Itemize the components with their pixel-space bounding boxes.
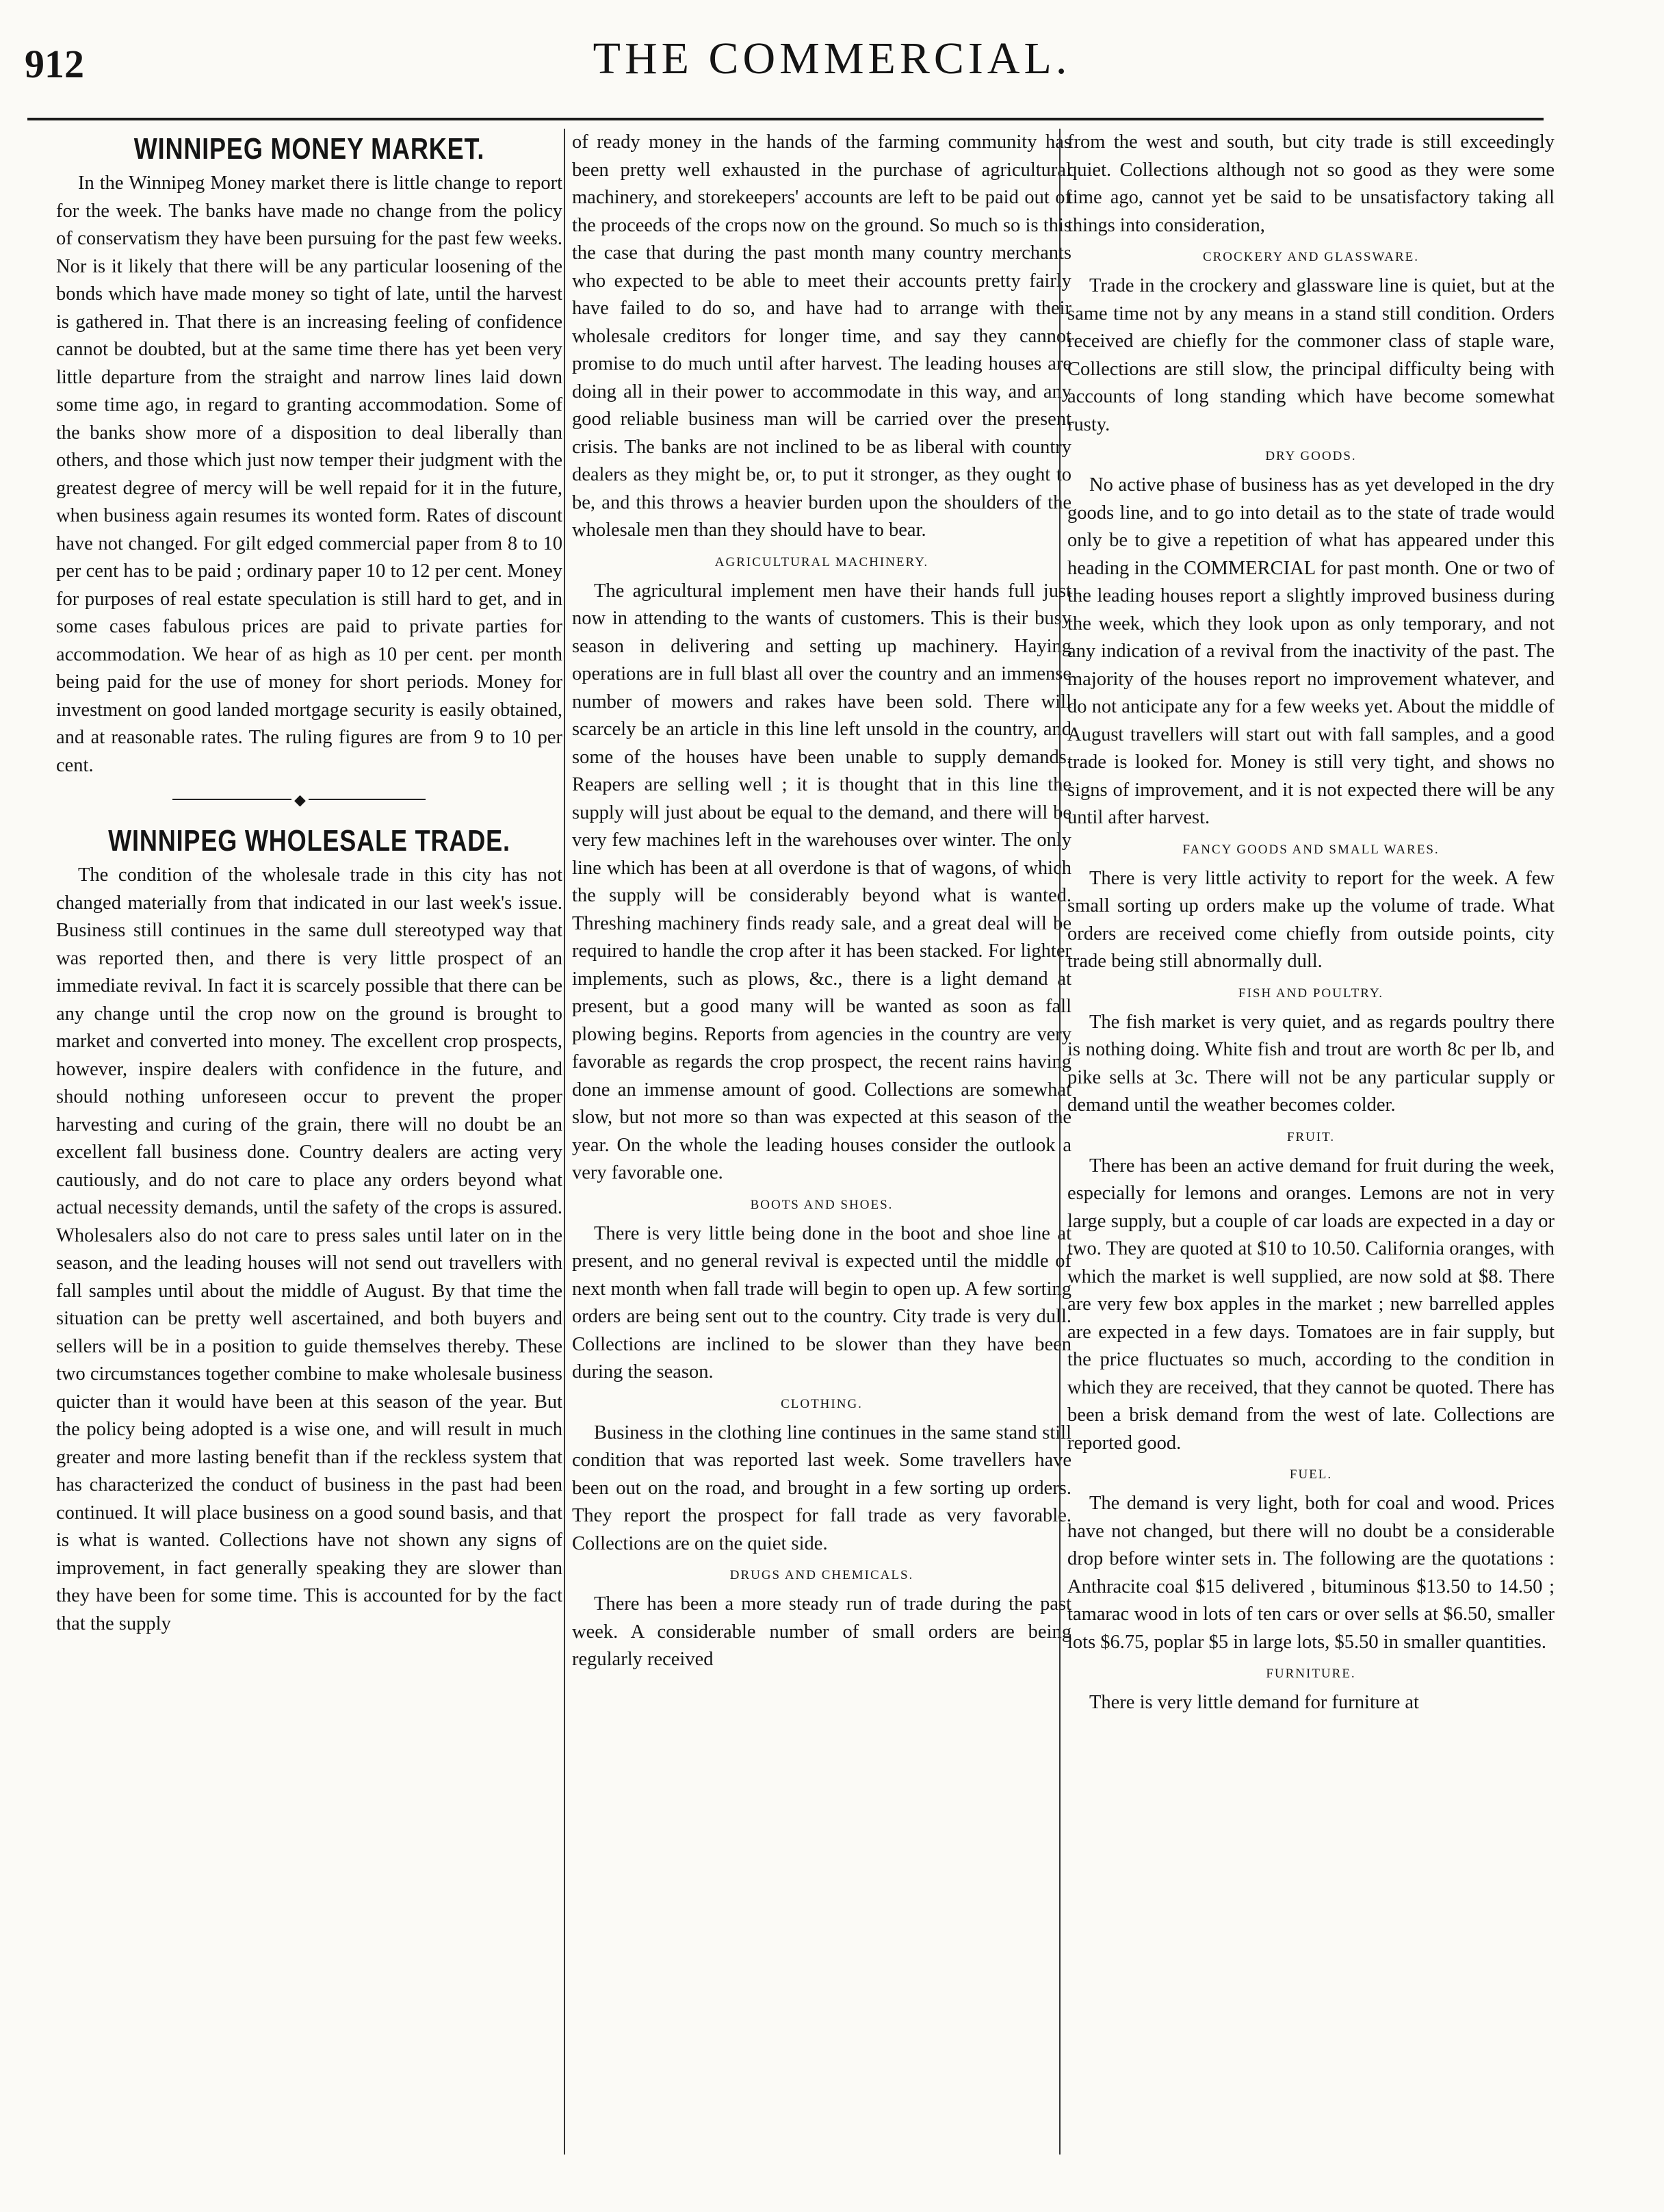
clothing-heading: CLOTHING.	[781, 1396, 863, 1411]
column-1	[56, 129, 562, 2172]
fuel-heading: FUEL.	[1289, 1467, 1333, 1482]
masthead	[0, 0, 1664, 120]
column-2	[564, 129, 1071, 2155]
crockery-heading: CROCKERY AND GLASSWARE.	[1202, 250, 1420, 264]
publication-title: THE COMMERCIAL.	[593, 34, 1071, 83]
boots-and-shoes-heading: BOOTS AND SHOES.	[750, 1197, 894, 1212]
header-rule	[27, 118, 1544, 120]
fruit-heading: FRUIT.	[1286, 1129, 1336, 1144]
clothing-text: Business in the clothing line continues in the same stand still condition that was reported last week. Some travellers have been out on the road, and brought in a few sorting up orders. They report the prospect for fall trade as very favorable. Collections are on the quiet side.	[572, 1422, 1071, 1554]
page-number: 912	[25, 42, 84, 86]
dry-goods-heading: DRY GOODS.	[1265, 449, 1357, 463]
fuel-text: The demand is very light, both for coal and wood. Prices have not changed, but there will no doubt be a considerable drop before winter sets in. The following are the quotations : Anthracite coal $15 delivered , bituminous $13.50 to 14.50 ; tamarac wood in lots of ten cars or over sells at $6.50, smaller lots $6.75, poplar $5 in large lots, $5.50 in smaller quantities.	[1067, 1493, 1555, 1653]
fancy-goods-heading: FANCY GOODS AND SMALL WARES.	[1182, 842, 1440, 857]
wholesale-trade-intro-continued: of ready money in the hands of the farming community has been pretty well exhausted in the purchase of agricultural machinery, and storekeepers' accounts are left to be paid out of the proceeds of the crops now on the ground. So much so is this the case that during the past month many country merchants who expected to be able to meet their accounts pretty fairly have failed to do so, and have had to arrange with their wholesale creditors for longer time, and say they cannot promise to do much until after harvest. The leading houses are doing all in their power to accommodate in this way, and any good reliable business man will be carried over the present crisis. The banks are not inclined to be as liberal with country dealers as they might be, or, to put it stronger, as they ought to be, and this throws a heavier burden upon the shoulders of the wholesale men than they should have to bear.	[572, 131, 1071, 541]
article-separator: ◆	[56, 780, 562, 821]
column-3	[1059, 129, 1555, 2155]
drugs-and-chemicals-text: There has been a more steady run of trade during the past week. A considerable number of small orders are being regularly received	[572, 1593, 1071, 1670]
fish-and-poultry-heading: FISH AND POULTRY.	[1238, 986, 1383, 1001]
agricultural-machinery-text: The agricultural implement men have their hands full just now in attending to the wants of customers. This is their busy season in delivering and setting up machinery. Haying operations are in full blast all over the country and an immense number of mowers and rakes have been sold. There will scarcely be an article in this line left unsold in the country, and some of the houses have been unable to supply demands. Reapers are selling well ; it is thought that in this line the supply will just about be equal to the demand, and there will be very few machines left in the warehouses over winter. The only line which has been at all overdone is that of wagons, of which the supply will be considerably beyond what is wanted. Threshing machinery finds ready sale, and a great deal will be required to handle the crop after it has been stacked. For lighter implements, such as plows, &c., there is a light demand at present, but a good many will be wanted as soon as fall plowing begins. Reports from agencies in the country are very favorable as regards the crop prospect, the recent rains having done an immense amount of good. Collections are somewhat slow, but not more so than was expected at this season of the year. On the whole the leading houses consider the outlook a very favorable one.	[572, 580, 1071, 1183]
boots-and-shoes-text: There is very little being done in the boot and shoe line at present, and no general revival is expected until the middle of next month when fall trade will begin to open up. A few sorting orders are being sent out to the country. City trade is very dull. Collections are inclined to be slower than they have been during the season.	[572, 1222, 1071, 1382]
drugs-and-chemicals-text-continued: from the west and south, but city trade is still exceedingly quiet. Collections although not so good as they were some time ago, cannot yet be said to be unsatisfactory taking all things into consideration,	[1067, 131, 1555, 236]
drugs-and-chemicals-heading: DRUGS AND CHEMICALS.	[729, 1568, 914, 1582]
fish-and-poultry-text: The fish market is very quiet, and as regards poultry there is nothing doing. White fish and trout are worth 8c per lb, and pike sells at 3c. There will not be any particular supply or demand until the weather becomes colder.	[1067, 1011, 1555, 1116]
crockery-text: Trade in the crockery and glassware line is quiet, but at the same time not by any means in a stand still condition. Orders received are chiefly for the commoner class of staple ware, Collections are still slow, the principal difficulty being with accounts of long standing which have become somewhat rusty.	[1067, 275, 1555, 435]
wholesale-trade-title: WINNIPEG WHOLESALE TRADE.	[108, 824, 510, 858]
dry-goods-text: No active phase of business has as yet developed in the dry goods line, and to go into detail as to the state of trade would only be to give a repetition of what has appeared under this heading in the COMMERCIAL for past month. One or two of the leading houses report a slightly improved business during the week, which they look upon as only temporary, and not any indication of a revival from the inactivity of the past. The majority of the houses report no improvement whatever, and do not anticipate any for a few weeks yet. About the middle of August travellers will start out with fall samples, and a good trade is looked for. Money is still very tight, and shows no signs of improvement, and it is not expected there will be any until after harvest.	[1067, 474, 1555, 828]
wholesale-trade-intro: The condition of the wholesale trade in this city has not changed materially from that indicated in our last week's issue. Business still continues in the same dull stereotyped way that was reported then, and there is very little prospect of an immediate revival. In fact it is scarcely possible that there can be any change until the crop now on the ground is brought to market and converted into money. The excellent crop prospects, however, inspire dealers with confidence in the future, and should nothing unforeseen occur to prevent the proper harvesting and curing of the grain, there will no doubt be an excellent fall business done. Country dealers are acting very cautiously, and do not care to place any orders beyond what actual necessity demands, until the safety of the crops is assured. Wholesalers also do not care to press sales until later on in the season, and the leading houses will not send out travellers with fall samples until about the middle of August. By that time the situation can be pretty well ascertained, and both buyers and sellers will be in a position to guide themselves thereby. These two circumstances together combine to make wholesale business quicter than it would have been at this season of the year. But the policy being adopted is a wise one, and will result in much greater and more lasting benefit than if the reckless system that has characterized the conduct of business in the past had been continued. It will place business on a good sound basis, and that is what is wanted. Collections have not shown any signs of improvement, in fact generally speaking they are slower than they have been for some time. This is accounted for by the fact that the supply	[56, 864, 562, 1634]
agricultural-machinery-heading: AGRICULTURAL MACHINERY.	[714, 554, 929, 569]
money-market-title: WINNIPEG MONEY MARKET.	[133, 132, 485, 166]
fruit-text: There has been an active demand for fruit during the week, especially for lemons and oranges. Lemons are not in very large supply, but a couple of car loads are expected in a day or two. They are quoted at $10 to 10.50. California oranges, with which the market is well supplied, are now sold at $8. There are very few box apples in the market ; new barrelled apples are expected in a few days. Tomatoes are in fair supply, but the price fluctuates so much, according to the condition in which they are received, that they cannot be quoted. There has been a brisk demand from the west of late. Collections are reported good.	[1067, 1155, 1555, 1454]
furniture-text: There is very little demand for furniture at	[1089, 1692, 1419, 1713]
furniture-heading: FURNITURE.	[1266, 1667, 1356, 1681]
money-market-body: In the Winnipeg Money market there is little change to report for the week. The banks have made no change from the policy of conservatism they have been pursuing for the past few weeks. Nor is it likely that there will be any particular loosening of the bonds which have made money so tight of late, until the harvest is gathered in. That there is an increasing feeling of confidence cannot be doubted, but at the same time there has yet been very little departure from the straight and narrow lines laid down some time ago, in regard to granting accommodation. Some of the banks show more of a disposition to deal liberally than others, and those which just now temper their judgment with the greatest degree of mercy will be well repaid for it in the future, when business again resumes its wonted form. Rates of discount have not changed. For gilt edged commercial paper from 8 to 10 per cent has to be paid ; ordinary paper 10 to 12 per cent. Money for purposes of real estate speculation is still hard to get, and in some cases fabulous prices are paid to private parties for accommodation. We hear of as high as 10 per cent. per month being paid for the use of money for short periods. Money for investment on good landed mortgage security is easily obtained, and at reasonable rates. The ruling figures are from 9 to 10 per cent.	[56, 172, 562, 776]
fancy-goods-text: There is very little activity to report for the week. A few small sorting up orders make up the volume of trade. What orders are received come chiefly from outside points, city trade being still abnormally dull.	[1067, 867, 1555, 972]
